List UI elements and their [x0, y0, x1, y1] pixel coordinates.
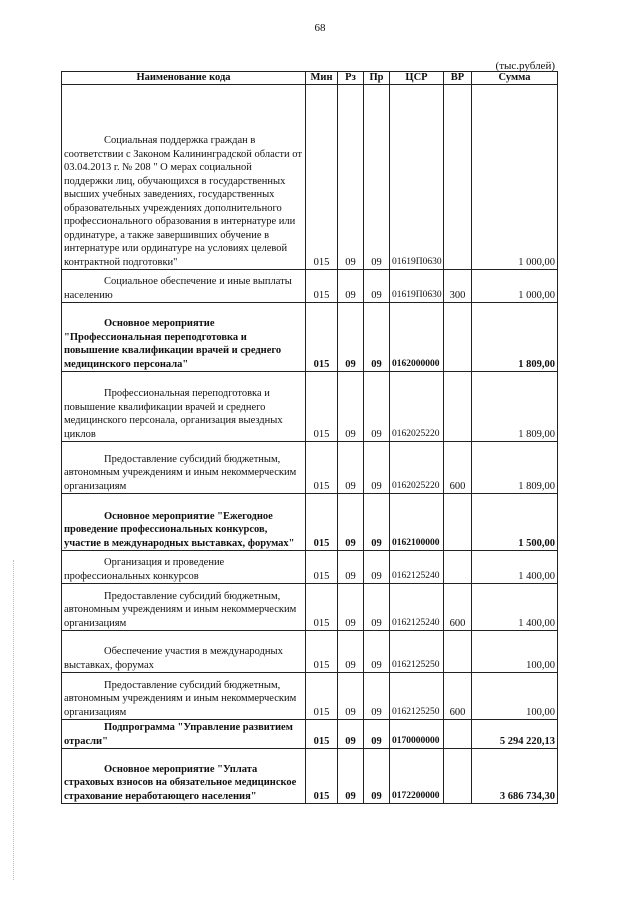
row-pr: 09	[364, 551, 390, 584]
table-header-row	[62, 72, 558, 85]
row-name: Организация и проведение профессиональных конкурсов	[62, 551, 306, 584]
row-csr: 0162025220	[390, 372, 444, 442]
row-sum: 100,00	[472, 673, 558, 720]
row-csr: 0162100000	[390, 494, 444, 551]
table-row	[62, 673, 558, 720]
row-sum: 1 809,00	[472, 372, 558, 442]
row-min: 015	[306, 749, 338, 804]
table-row	[62, 372, 558, 442]
row-rz: 09	[338, 494, 364, 551]
row-pr: 09	[364, 673, 390, 720]
header-vr: ВР	[444, 72, 472, 85]
row-rz: 09	[338, 303, 364, 372]
table-row	[62, 494, 558, 551]
row-pr: 09	[364, 442, 390, 494]
row-vr	[444, 551, 472, 584]
units-label: (тыс.рублей)	[495, 60, 555, 72]
row-sum: 3 686 734,30	[472, 749, 558, 804]
row-vr	[444, 372, 472, 442]
header-rz: Рз	[338, 72, 364, 85]
row-rz: 09	[338, 442, 364, 494]
row-min: 015	[306, 85, 338, 270]
row-pr: 09	[364, 584, 390, 631]
row-sum: 1 400,00	[472, 551, 558, 584]
scan-margin-marks	[13, 560, 15, 880]
row-min: 015	[306, 673, 338, 720]
row-vr: 300	[444, 270, 472, 303]
row-csr: 0162025220	[390, 442, 444, 494]
row-pr: 09	[364, 749, 390, 804]
row-sum: 1 500,00	[472, 494, 558, 551]
row-csr: 0162125250	[390, 673, 444, 720]
table-row	[62, 720, 558, 749]
row-pr: 09	[364, 631, 390, 673]
row-csr: 01619П0630	[390, 270, 444, 303]
header-pr: Пр	[364, 72, 390, 85]
row-pr: 09	[364, 303, 390, 372]
table-row	[62, 85, 558, 270]
table-row	[62, 303, 558, 372]
row-vr: 600	[444, 584, 472, 631]
row-sum: 1 809,00	[472, 303, 558, 372]
header-csr: ЦСР	[390, 72, 444, 85]
row-sum: 1 000,00	[472, 270, 558, 303]
row-csr: 0170000000	[390, 720, 444, 749]
row-name: Социальная поддержка граждан в соответствии с Законом Калининградской области от 03.04.2013 г. № 208 " О мерах социальной поддержки лиц, обучающихся в государственных высших учебных заведениях, государственных образовательных учреждениях дополнительного профессионального образования в интернатуре или ординатуре, а также завершивших обучение в интернатуре или ординатуре на условиях целевой контрактной подготовки"	[62, 85, 306, 270]
row-rz: 09	[338, 673, 364, 720]
row-name: Основное мероприятие "Ежегодное проведение профессиональных конкурсов, участие в международных выставках, форумах"	[62, 494, 306, 551]
row-csr: 01619П0630	[390, 85, 444, 270]
row-rz: 09	[338, 85, 364, 270]
row-csr: 0162000000	[390, 303, 444, 372]
row-csr: 0172200000	[390, 749, 444, 804]
row-rz: 09	[338, 372, 364, 442]
row-name: Профессиональная переподготовка и повышение квалификации врачей и среднего медицинского персонала, организация выездных циклов	[62, 372, 306, 442]
row-name: Социальное обеспечение и иные выплаты населению	[62, 270, 306, 303]
row-name: Основное мероприятие "Профессиональная переподготовка и повышение квалификации врачей и среднего медицинского персонала"	[62, 303, 306, 372]
row-min: 015	[306, 631, 338, 673]
row-name: Предоставление субсидий бюджетным, автономным учреждениям и иным некоммерческим организациям	[62, 584, 306, 631]
row-sum: 100,00	[472, 631, 558, 673]
row-name: Предоставление субсидий бюджетным, автономным учреждениям и иным некоммерческим организациям	[62, 673, 306, 720]
row-name: Основное мероприятие "Уплата страховых взносов на обязательное медицинское страхование неработающего населения"	[62, 749, 306, 804]
table-row	[62, 442, 558, 494]
table-row	[62, 584, 558, 631]
row-min: 015	[306, 584, 338, 631]
row-vr: 600	[444, 442, 472, 494]
row-vr	[444, 749, 472, 804]
row-sum: 1 000,00	[472, 85, 558, 270]
page-number: 68	[314, 22, 326, 34]
table-row	[62, 749, 558, 804]
row-min: 015	[306, 720, 338, 749]
header-min: Мин	[306, 72, 338, 85]
row-name: Предоставление субсидий бюджетным, автономным учреждениям и иным некоммерческим организациям	[62, 442, 306, 494]
row-pr: 09	[364, 720, 390, 749]
table-row	[62, 631, 558, 673]
row-rz: 09	[338, 270, 364, 303]
row-rz: 09	[338, 631, 364, 673]
row-pr: 09	[364, 270, 390, 303]
row-rz: 09	[338, 749, 364, 804]
row-min: 015	[306, 372, 338, 442]
row-min: 015	[306, 551, 338, 584]
row-sum: 1 400,00	[472, 584, 558, 631]
table-row	[62, 551, 558, 584]
row-csr: 0162125250	[390, 631, 444, 673]
row-name: Подпрограмма "Управление развитием отрасли"	[62, 720, 306, 749]
budget-table	[61, 71, 558, 804]
header-sum: Сумма	[472, 72, 558, 85]
row-min: 015	[306, 270, 338, 303]
row-rz: 09	[338, 551, 364, 584]
row-min: 015	[306, 494, 338, 551]
row-csr: 0162125240	[390, 551, 444, 584]
row-vr	[444, 720, 472, 749]
row-vr	[444, 303, 472, 372]
row-name: Обеспечение участия в международных выставках, форумах	[62, 631, 306, 673]
table-row	[62, 270, 558, 303]
row-sum: 1 809,00	[472, 442, 558, 494]
row-vr	[444, 631, 472, 673]
row-pr: 09	[364, 85, 390, 270]
row-rz: 09	[338, 720, 364, 749]
row-min: 015	[306, 303, 338, 372]
row-vr: 600	[444, 673, 472, 720]
row-sum: 5 294 220,13	[472, 720, 558, 749]
row-vr	[444, 494, 472, 551]
row-rz: 09	[338, 584, 364, 631]
row-pr: 09	[364, 372, 390, 442]
row-vr	[444, 85, 472, 270]
row-pr: 09	[364, 494, 390, 551]
row-csr: 0162125240	[390, 584, 444, 631]
row-min: 015	[306, 442, 338, 494]
header-name: Наименование кода	[62, 72, 306, 85]
